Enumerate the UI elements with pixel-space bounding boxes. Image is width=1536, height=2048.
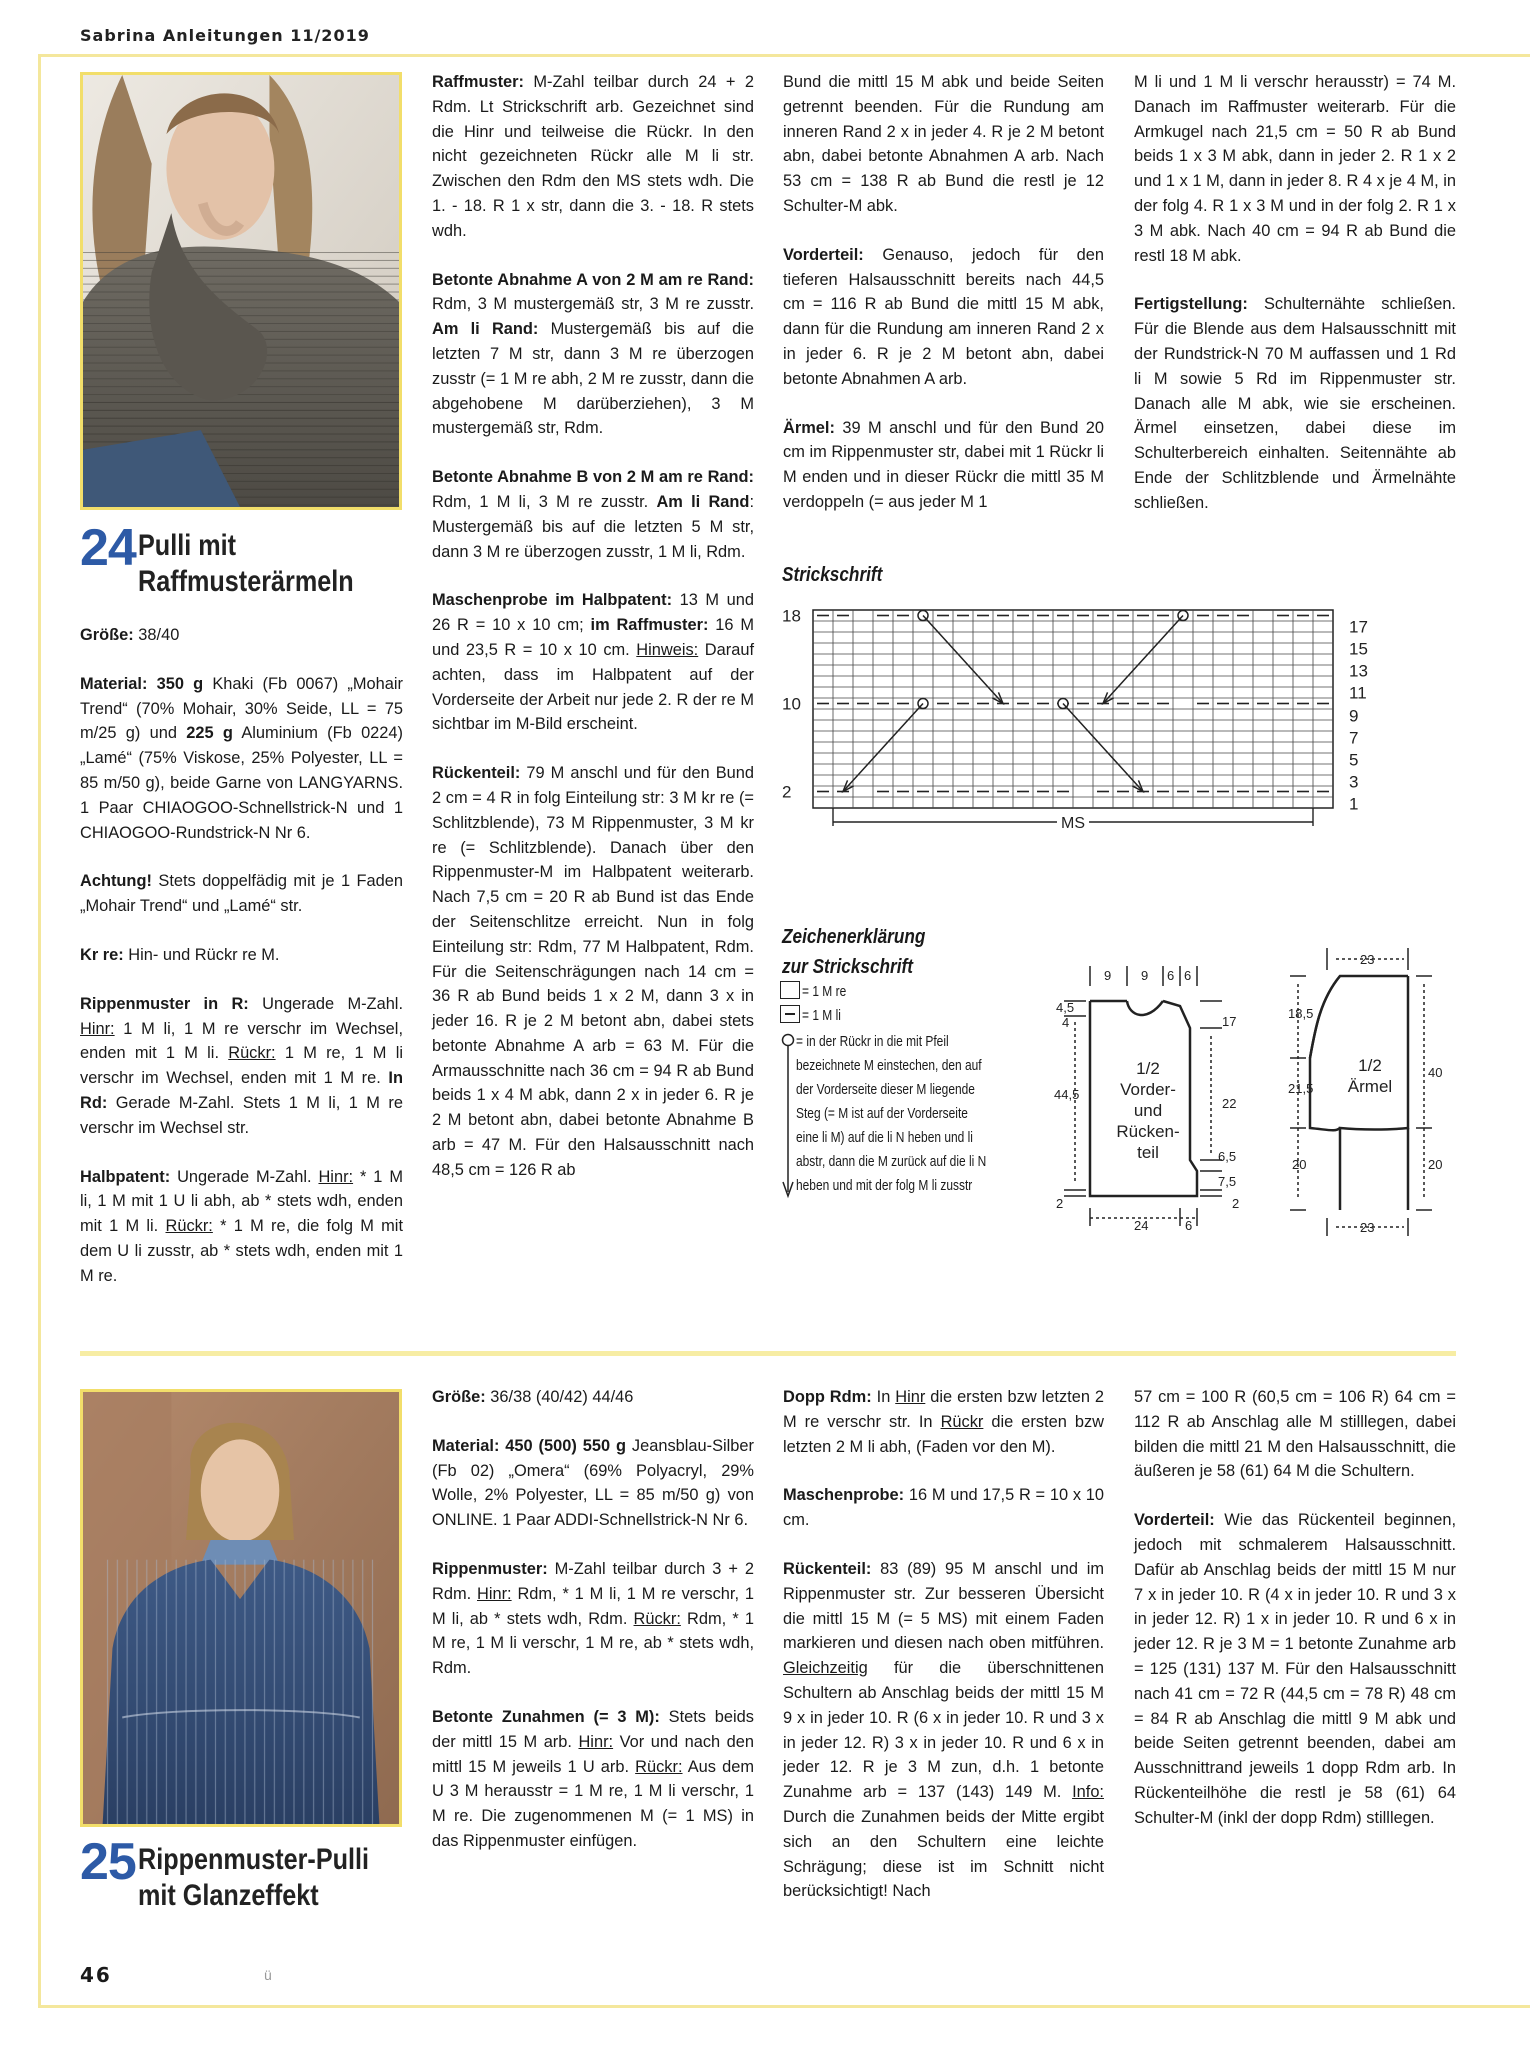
text-run: 79 M anschl und für den Bund 2 cm = 4 R in folg Einteilung str: 3 M kr re (= Schlitzblende), 73 M Rippenmuster, 3 M kr re (= Schlitzblende). Danach über den Rippenmuster-M im Halbpatent weiterarb. Nach 7,5 cm = 20 R ab Bund ist das Ende der Seitenschlitze erreicht. Nun in folg Einteilung str: Rdm, 77 M Halbpatent, Rdm. Für die Seitenschrägungen nach 14 cm = 36 R ab Bund beids 1 x 2 M, dann 3 x in jeder 16. R je 2 M betont abn, dabei stets betonte Abnahme A arb = 63 M. Für die Armausschnitte nach 36 cm = 94 R ab Bund beids 1 x 4 M abk, dann 2 x in jeder 6. R je 2 M betont abn, dabei betonte Abnahme B arb = 47 M. Für den Halsausschnitt nach 48,5 cm = 126 R ab (432, 764, 754, 1179)
bold-run: Am li Rand: (432, 320, 539, 339)
text-run: 16 M und 17,5 R = 10 x 10 cm. (783, 1486, 1104, 1530)
text-run: Ungerade M-Zahl. (248, 994, 403, 1013)
sleeve-measure-right-1: 40 (1428, 1065, 1443, 1080)
underlined-run: Hinr: (318, 1167, 354, 1186)
text-run: Khaki (Fb 0067) „Mohair Trend“ (70% Mohair, 30% Seide, LL = 75 m/25 g) und (80, 674, 403, 743)
underlined-run: Hinr: (578, 1732, 614, 1751)
text-run: 1 M re, 1 M li verschr im Wechsel, enden mit 1 M re. (80, 1044, 403, 1088)
sleeve-measure-left-3: 20 (1292, 1157, 1307, 1172)
paragraph (783, 1557, 1104, 1904)
text-run: 57 cm = 100 R (60,5 cm = 106 R) 64 cm = 112 R ab Anschlag alle M stilllegen, dabei bilden die mittl 21 M den Halsausschnitt, die äußeren je 58 (61) 64 M die Schultern. (1134, 1388, 1456, 1481)
text-run: Jeansblau-Silber (Fb 02) „Omera“ (69% Polyacryl, 29% Wolle, 2% Polyester, LL = 85 m/50 g) von ONLINE. 1 Paar ADDI-Schnellstrick-N Nr 6. (432, 1436, 754, 1530)
underlined-run: Rückr: (165, 1217, 213, 1236)
bold-run: Achtung! (80, 872, 152, 891)
legend-item-purl (780, 1004, 1030, 1028)
pattern-25-column-4 (1134, 1385, 1456, 1855)
pattern-24-column-4 (1134, 70, 1456, 540)
row-label-right: 15 (1349, 639, 1368, 659)
sleeve-label-line: Ärmel (1347, 1077, 1393, 1096)
underlined-run: Hinweis: (636, 640, 699, 659)
paragraph (783, 1385, 1104, 1459)
text-run: Aluminium (Fb 0224) „Lamé“ (75% Viskose, 25% Polyester, LL = 85 m/50 g), beide Garne von LANGYARNS. 1 Paar CHIAOGOO-Schnellstrick-N und 1 CHIAOGOO-Rundstrick-N Nr 6. (80, 724, 403, 842)
text-run: Stets beids der mittl 15 M arb. (432, 1707, 754, 1751)
paragraph (432, 70, 754, 244)
legend-arrow-text (796, 1030, 1030, 1198)
legend-title-line: zur Strickschrift (782, 956, 913, 978)
measure-right-1: 17 (1222, 1014, 1237, 1029)
bold-run: Betonte Zunahmen (= 3 M): (432, 1707, 660, 1726)
paragraph (783, 416, 1104, 515)
bold-run: Rückenteil: (432, 764, 521, 783)
text-run: Aus dem U 3 M herausstr = 1 M re, 1 M li verschr, 1 M re. Die zugenommenen M (= 1 MS) in das Rippenmuster einfügen. (432, 1757, 754, 1850)
measure-top-1: 9 (1104, 968, 1112, 983)
legend-label: = 1 M li (802, 1008, 841, 1024)
bold-run: Größe: (432, 1388, 486, 1406)
bold-run: Material: 350 g (80, 674, 204, 693)
text-run: Vor und nach den mittl 15 M jeweils 1 U arb. (432, 1732, 754, 1776)
bold-run: Dopp Rdm: (783, 1388, 872, 1406)
row-label-right: 1 (1349, 794, 1359, 814)
paragraph (1134, 1385, 1456, 1484)
row-label-right: 13 (1349, 661, 1368, 681)
text-run: Gerade M-Zahl. Stets 1 M li, 1 M re verschr im Wechsel str. (80, 1093, 403, 1137)
bold-run: Betonte Abnahme B von 2 M am re Rand: (432, 468, 754, 487)
bold-run: Material: 450 (500) 550 g (432, 1436, 626, 1455)
text-run: Darauf achten, dass im Halbpatent auf der Vorderseite der Arbeit nur jede 2. R der re M sichtbar im M-Bild erscheint. (432, 640, 755, 734)
legend-title-line: Zeichenerklärung (782, 926, 926, 948)
measure-top-2: 9 (1141, 968, 1149, 983)
bold-run: Rippenmuster: (432, 1559, 548, 1578)
bold-run: Vorderteil: (1134, 1511, 1215, 1530)
legend-item-knit (780, 980, 1030, 1004)
measure-left-4: 4 (1062, 1015, 1070, 1030)
row-label-right: 3 (1349, 772, 1359, 792)
pattern-24-column-3 (783, 70, 1104, 539)
bold-run: Vorderteil: (783, 245, 864, 264)
measure-right-2: 22 (1222, 1096, 1237, 1111)
bold-run: Maschenprobe: (783, 1486, 905, 1505)
underlined-run: Rückr (940, 1412, 984, 1431)
paragraph (432, 465, 754, 564)
measure-right-4: 7,5 (1218, 1174, 1237, 1189)
paragraph (432, 268, 754, 442)
text-run: 83 (89) 95 M anschl und im Rippenmuster str. Zur besseren Übersicht die mittl 15 M (= 5 MS) mit einem Faden markieren und diesen nach oben mitführen. (783, 1559, 1104, 1653)
bold-run: 225 g (186, 724, 233, 743)
text-run: Stets doppelfädig mit je 1 Faden „Mohair Trend“ und „Lamé“ str. (80, 872, 403, 916)
legend-line: = in der Rückr in die mit Pfeil (796, 1034, 949, 1050)
pattern-24-column-1 (80, 623, 403, 1313)
schematic-label-line: 1/2 (1136, 1059, 1160, 1078)
underlined-run: Gleichzeitig (783, 1659, 868, 1678)
bold-run: im Raffmuster: (590, 616, 709, 635)
sleeve-measure-top: 23 (1360, 952, 1375, 967)
measure-top-3: 6 (1167, 968, 1175, 983)
text-run: Bund die mittl 15 M abk und beide Seiten getrennt beenden. Für die Rundung am inneren Rand 2 x in jeder 4. R je 2 M betont abn, dabei betonte Abnahmen A arb. Nach 53 cm = 138 R ab Bund die restl je 12 Schulter-M abk. (783, 73, 1104, 215)
paragraph (1134, 1508, 1456, 1830)
text-run: In (871, 1388, 896, 1406)
bold-run: Rückenteil: (783, 1559, 872, 1578)
bold-run: Raffmuster: (432, 73, 524, 91)
dash-square-icon (780, 1005, 800, 1023)
legend-line: der Vorderseite dieser M liegende (796, 1082, 975, 1098)
text-run: 38/40 (133, 626, 180, 644)
text-run: 39 M anschl und für den Bund 20 cm im Rippenmuster str, dabei mit 1 Rückr li M enden und in dieser Rückr die mittl 35 M verdoppeln (= aus jeder M 1 (783, 418, 1104, 511)
title-line: Raffmusterärmeln (138, 565, 354, 598)
pattern-title-25 (138, 1842, 369, 1914)
measure-right-3: 6,5 (1218, 1149, 1237, 1164)
sleeve-measure-right-2: 20 (1428, 1157, 1443, 1172)
title-line: mit Glanzeffekt (138, 1879, 319, 1912)
underlined-run: Rückr: (633, 1609, 681, 1628)
schematic-label-line: Vorder- (1120, 1080, 1176, 1099)
title-line: Rippenmuster-Pulli (138, 1843, 370, 1876)
text-run: Rdm, * 1 M re, 1 M li verschr, 1 M re, ab * stets wdh, Rdm. (432, 1609, 754, 1678)
measure-left-2: 2 (1056, 1196, 1064, 1211)
text-run: : Mustergemäß bis auf die letzten 5 M str, dann 3 M re überzogen zusstr, 1 M li, Rdm. (432, 492, 755, 561)
row-label-right: 7 (1349, 728, 1359, 748)
row-label-right: 17 (1349, 617, 1368, 637)
legend-title (782, 922, 925, 982)
paragraph (80, 992, 403, 1141)
row-label-left: 10 (782, 694, 801, 714)
bold-run: Ärmel: (783, 418, 835, 437)
text-run: * 1 M re, die folg M mit dem U li zusstr, ab * stets wdh, enden mit 1 M re. (80, 1217, 404, 1285)
paragraph (80, 869, 403, 919)
paragraph (783, 1483, 1104, 1533)
text-run: Wie das Rückenteil beginnen, jedoch mit schmalerem Halsausschnitt. Dafür ab Anschlag beids der mittl 15 M nur 7 x in jeder 10. R (4 x in jeder 10. R und 3 x in jeder 12. R) 1 x in jeder 10. R und 6 x in jeder 12. R je 3 M = 1 betonte Zunahme arb = 125 (131) 137 M. Für den Halsausschnitt nach 41 cm = 72 R (44,5 cm = 78 R) 48 cm = 84 R ab Anschlag die mittl 9 M abk und beide Seiten getrennt beenden, dabei am Ausschnittrand jeweils 1 dopp Rdm arb. In Rückenteilhöhe die restl je 58 (61) 64 Schulter-M (inkl der dopp Rdm) stilllegen. (1134, 1511, 1456, 1827)
pattern-number-25: 25 (80, 1833, 136, 1891)
paragraph (80, 1165, 403, 1289)
pattern-number-24: 24 (80, 519, 136, 577)
text-run: M li und 1 M li verschr herausstr) = 74 M. Danach im Raffmuster weiterarb. Für die Armkugel nach 21,5 cm = 50 R ab Bund beids 1 x 3 M abk, dann in jeder 2. R 1 x 2 und 1 x 1 M, dann in jeder 8. R 4 x je 4 M, in der folg 4. R 1 x 3 M und in der folg 2. R 1 x 3 M abk. Nach 40 cm = 94 R ab Bund die restl 18 M abk. (1134, 73, 1456, 265)
page-number: 46 (80, 1963, 112, 1987)
underlined-run: Hinr: (80, 1019, 115, 1038)
bold-run: Größe: (80, 626, 134, 644)
paragraph (80, 943, 403, 968)
text-run: Rdm, 1 M li, 3 M re zusstr. (432, 492, 657, 511)
text-run: die ersten bzw letzten 2 M re verschr str. In (783, 1388, 1104, 1431)
pattern-24-column-2 (432, 70, 754, 1207)
pattern-25-column-2 (432, 1385, 754, 1878)
bold-run: Am li Rand (656, 492, 750, 511)
bold-run: Halbpatent: (80, 1167, 171, 1186)
text-run: Genauso, jedoch für den tieferen Halsausschnitt bereits nach 44,5 cm = 116 R ab Bund die mittl 15 M abk, dann für die Rundung am inneren Rand 2 x in jeder 6. R je 2 M betont abn, dabei betonte Abnahmen A arb. (783, 245, 1104, 388)
sleeve-measure-left-2: 21,5 (1288, 1081, 1314, 1096)
photo-pattern-25 (80, 1389, 402, 1827)
text-run: Ungerade M-Zahl. (170, 1167, 319, 1186)
sleeve-label-line: 1/2 (1358, 1056, 1382, 1075)
row-label-right: 9 (1349, 706, 1359, 726)
paragraph (432, 1385, 754, 1410)
measure-bottom-2: 6 (1185, 1218, 1193, 1233)
legend-line: bezeichnete M einstechen, den auf (796, 1058, 982, 1074)
schematic-label-line: Rücken- (1116, 1122, 1180, 1141)
sleeve-measure-left-1: 18,5 (1288, 1006, 1314, 1021)
paragraph (783, 70, 1104, 219)
text-run: 36/38 (40/42) 44/46 (485, 1388, 634, 1406)
paragraph (1134, 292, 1456, 515)
text-run: Durch die Zunahmen beids der Mitte ergibt sich an den Schultern eine leichte Schrägung; diese ist im Schnitt nicht berücksichtigt! Nach (783, 1807, 1104, 1901)
measure-left-45: 4,5 (1056, 1000, 1075, 1015)
running-header: Sabrina Anleitungen 11/2019 (80, 26, 370, 45)
schematic-sleeve (1280, 940, 1480, 1240)
paragraph (80, 672, 403, 846)
model-blue-sweater-image (83, 1392, 399, 1824)
row-label-right: 11 (1349, 683, 1367, 703)
bold-run: Rippenmuster in R: (80, 994, 249, 1013)
paragraph (432, 1705, 754, 1854)
schematic-label-line: und (1133, 1101, 1163, 1120)
text-run: Schulternähte schließen. Für die Blende aus dem Halsausschnitt mit der Rundstrick-N 70 M auffassen und 1 Rd li M sowie 5 Rd im Rippenmuster str. Danach alle M abk, wie sie erscheinen. Ärmel einsetzen, dabei diese im Schulterbereich einhalten. Seitennähte ab Ende der Schlitzblende und Ärmelnähte schließen. (1134, 295, 1456, 512)
row-label-left: 18 (782, 606, 801, 626)
schematic-body (1050, 956, 1260, 1246)
paragraph (432, 1434, 754, 1533)
section-divider (80, 1351, 1456, 1356)
legend-label: = 1 M re (802, 984, 847, 1000)
underlined-run: Hinr (895, 1388, 926, 1406)
underlined-run: Info: (1072, 1783, 1104, 1802)
measure-right-5: 2 (1232, 1196, 1240, 1211)
text-run: Rdm, 3 M mustergemäß str, 3 M re zusstr. (432, 295, 754, 314)
underlined-run: Rückr: (228, 1044, 276, 1063)
pattern-25-column-3 (783, 1385, 1104, 1928)
row-label-left: 2 (782, 782, 792, 802)
title-line: Pulli mit (138, 529, 237, 562)
photo-pattern-24 (80, 72, 402, 510)
measure-left-44: 44,5 (1054, 1087, 1080, 1102)
text-run: M-Zahl teilbar durch 3 + 2 Rdm. (432, 1559, 754, 1603)
text-run: Hin- und Rückr re M. (123, 945, 280, 964)
text-run: Mustergemäß bis auf die letzten 7 M str, dann 3 M re überzogen zusstr (= 1 M re abh, 2 M re zusstr, dann die abgehobene M darüberziehen), 3 M mustergemäß str, Rdm. (432, 320, 755, 438)
legend (780, 980, 1030, 1198)
bold-run: Fertigstellung: (1134, 295, 1248, 314)
measure-top-4: 6 (1184, 968, 1192, 983)
bold-run: Maschenprobe im Halbpatent: (432, 591, 673, 610)
legend-line: heben und mit der folg M li zusstr (796, 1178, 973, 1194)
page-mark: ü (264, 1967, 272, 1983)
pattern-title-24 (138, 528, 354, 600)
paragraph (783, 243, 1104, 392)
underlined-run: Rückr: (635, 1757, 683, 1776)
paragraph (1134, 70, 1456, 268)
sleeve-measure-bottom: 23 (1360, 1220, 1375, 1235)
paragraph (432, 761, 754, 1183)
paragraph (80, 623, 403, 648)
paragraph (432, 1557, 754, 1681)
bold-run: In Rd: (80, 1069, 403, 1112)
empty-square-icon (780, 981, 800, 999)
legend-line: eine li M) auf die li N heben und li (796, 1130, 973, 1146)
row-label-right: 5 (1349, 750, 1359, 770)
bold-run: Betonte Abnahme A von 2 M am re Rand: (432, 270, 754, 289)
text-run: 1 M li, 1 M re verschr im Wechsel, enden mit 1 M li. (80, 1019, 403, 1063)
schematic-label-line: teil (1137, 1143, 1159, 1162)
paragraph (432, 588, 754, 737)
legend-line: Steg (= M ist auf der Vorderseite (796, 1106, 968, 1122)
model-grey-sweater-image (83, 75, 399, 507)
text-run: die ersten bzw letzten 2 M li abh, (Faden vor den M). (783, 1412, 1104, 1456)
stitch-chart (780, 596, 1368, 896)
chart-title: Strickschrift (782, 564, 883, 586)
text-run: für die überschnittenen Schultern ab Anschlag beids der mittl 15 M 9 x in jeder 10. R (6 x in jeder 10. R und 3 x in jeder 12. R) 3 x in jeder 10. R und 6 x in jeder 12. R je 3 M zun, d.h. 1 betonte Zunahme arb = 137 (143) 149 M. (783, 1659, 1104, 1802)
legend-line: abstr, dann die M zurück auf die li N (796, 1154, 987, 1170)
measure-bottom-1: 24 (1134, 1218, 1149, 1233)
text-run: 13 M und 26 R = 10 x 10 cm; (432, 591, 754, 635)
text-run: * 1 M li, 1 M mit 1 U li abh, ab * stets wdh, enden mit 1 M li. (80, 1167, 403, 1236)
text-run: M-Zahl teilbar durch 24 + 2 Rdm. Lt Strickschrift arb. Gezeichnet sind die Hinr und teilweise die Rückr. In den nicht gezeichneten Rückr alle M li str. Zwischen den Rdm den MS stets wdh. Die 1. - 18. R 1 x str, dann die 3. - 18. R stets wdh. (432, 73, 754, 240)
legend-item-arrow (780, 1030, 1030, 1198)
repeat-label: MS (1061, 815, 1085, 832)
arrow-stitch-icon (780, 1032, 796, 1202)
text-run: 16 M und 23,5 R = 10 x 10 cm. (432, 616, 755, 659)
underlined-run: Hinr: (477, 1584, 512, 1603)
text-run: Rdm, * 1 M li, 1 M re verschr, 1 M li, ab * stets wdh, Rdm. (432, 1584, 754, 1628)
bold-run: Kr re: (80, 945, 124, 964)
